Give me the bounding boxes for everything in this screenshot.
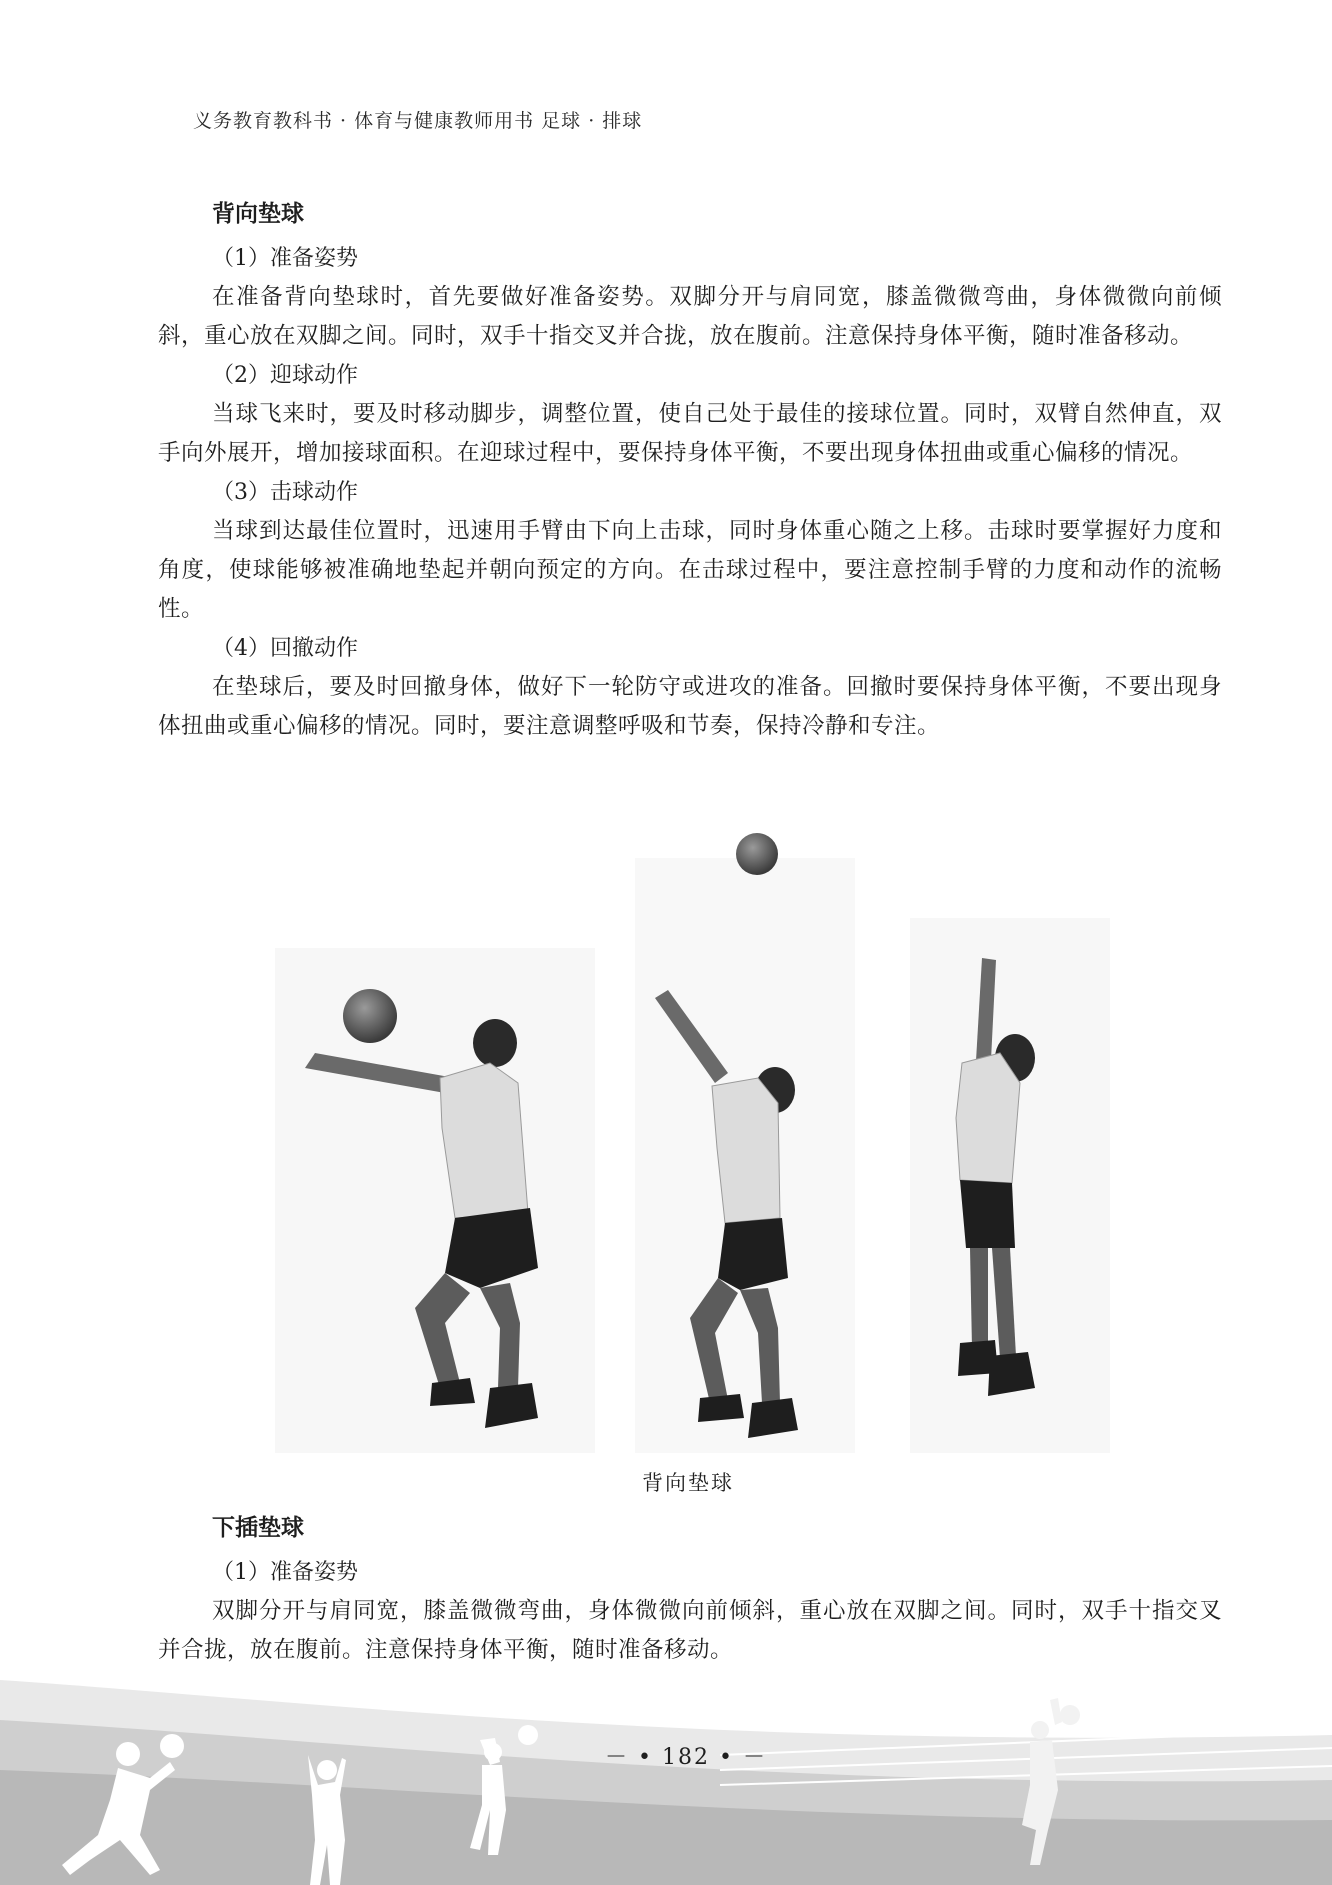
step-paragraph: 在垫球后，要及时回撤身体，做好下一轮防守或进攻的准备。回撤时要保持身体平衡，不要出现身体扭曲或重心偏移的情况。同时，要注意调整呼吸和节奏，保持冷静和专注。 — [158, 674, 1222, 739]
step-heading: （1）准备姿势 — [212, 1560, 358, 1585]
step-heading: （1）准备姿势 — [212, 246, 358, 271]
step-heading: （4）回撤动作 — [212, 636, 358, 661]
section-title: 背向垫球 — [212, 201, 304, 227]
back-dig-photo-sequence — [270, 828, 1110, 1453]
step-heading: （2）迎球动作 — [212, 363, 358, 388]
figure-caption: 背向垫球 — [642, 1471, 734, 1495]
section-back-dig — [158, 195, 1222, 746]
step-paragraph: 在准备背向垫球时，首先要做好准备姿势。双脚分开与肩同宽，膝盖微微弯曲，身体微微向前倾斜，重心放在双脚之间。同时，双手十指交叉并合拢，放在腹前。注意保持身体平衡，随时准备移动。 — [158, 284, 1222, 349]
section-title: 下插垫球 — [212, 1515, 304, 1541]
page-number: － • 182 • － — [605, 1745, 767, 1770]
step-paragraph: 当球到达最佳位置时，迅速用手臂由下向上击球，同时身体重心随之上移。击球时要掌握好力度和角度，使球能够被准确地垫起并朝向预定的方向。在击球过程中，要注意控制手臂的力度和动作的流畅性。 — [158, 518, 1222, 622]
photo-panel-1 — [275, 948, 595, 1453]
running-header: 义务教育教科书 · 体育与健康教师用书 足球 · 排球 — [193, 110, 643, 132]
step-paragraph: 当球飞来时，要及时移动脚步，调整位置，使自己处于最佳的接球位置。同时，双臂自然伸直，双手向外展开，增加接球面积。在迎球过程中，要保持身体平衡，不要出现身体扭曲或重心偏移的情况。 — [158, 401, 1222, 466]
step-heading: （3）击球动作 — [212, 480, 358, 505]
step-paragraph: 双脚分开与肩同宽，膝盖微微弯曲，身体微微向前倾斜，重心放在双脚之间。同时，双手十指交叉并合拢，放在腹前。注意保持身体平衡，随时准备移动。 — [158, 1598, 1222, 1663]
volleyball-image — [736, 833, 778, 875]
footer-decoration — [0, 1660, 1332, 1885]
section-low-dig — [158, 1509, 1222, 1670]
volleyball-image — [343, 989, 397, 1043]
